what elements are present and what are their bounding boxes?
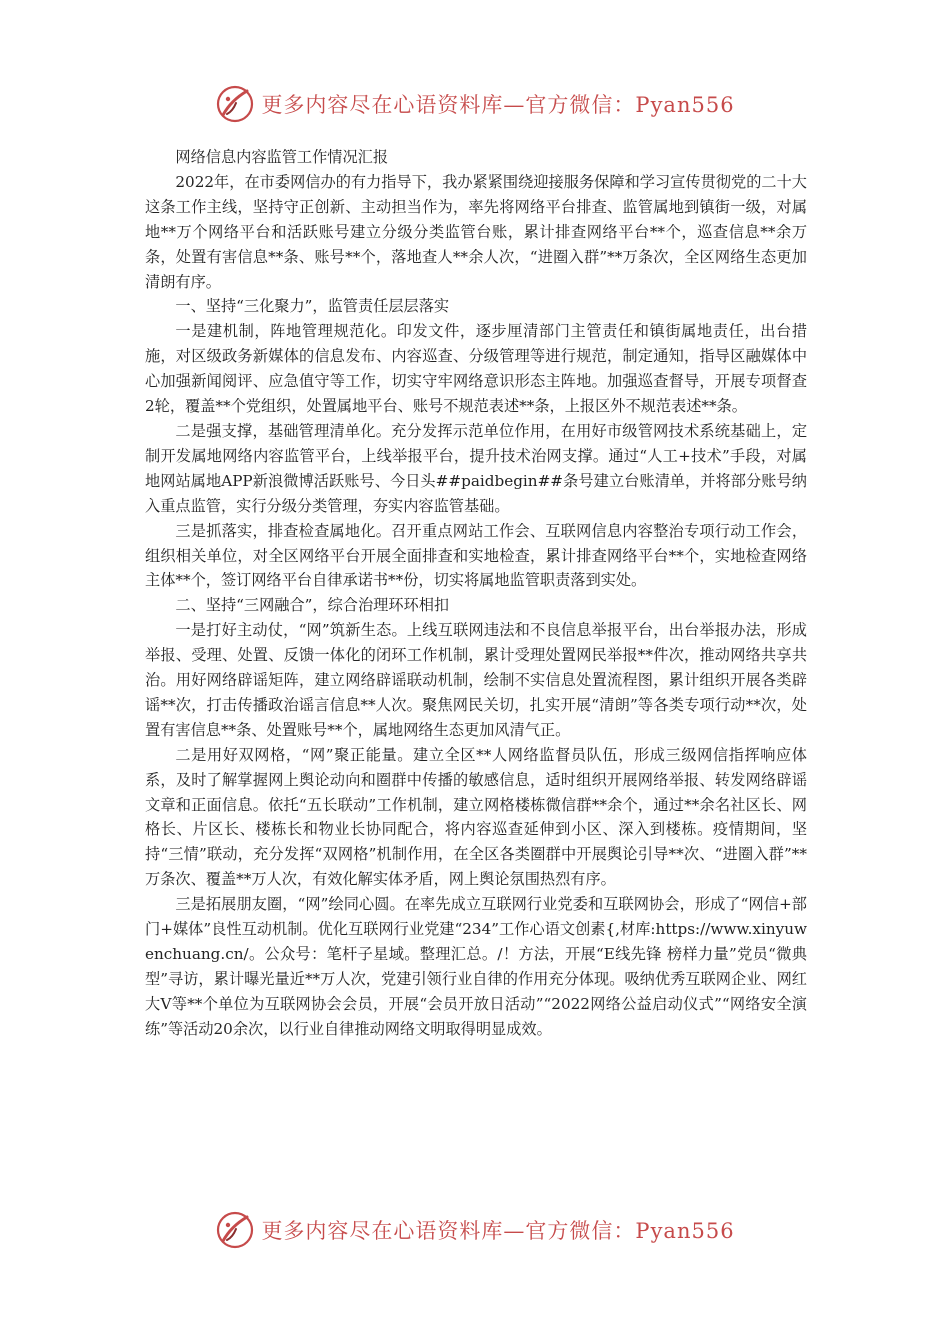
intro-paragraph: 2022年，在市委网信办的有力指导下，我办紧紧围绕迎接服务保障和学习宣传贯彻党的二十大这条工作主线，坚持守正创新、主动担当作为，率先将网络平台排查、监管属地到镇街一级，对属地**万个网络平台和活跃账号建立分级分类监管台账，累计排查网络平台**个，巡查信息**余万条，处置有害信息**条、账号**个，落地查人**余人次，“进圈入群”**万条次，全区网络生态更加清朗有序。 bbox=[145, 172, 807, 291]
banner-text: 更多内容尽在心语资料库—官方微信：Pyan556 bbox=[261, 93, 735, 117]
paragraph-dual-grid: 二是用好双网格，“网”聚正能量。建立全区**人网络监督员队伍，形成三级网信指挥响应体系，及时了解掌握网上舆论动向和圈群中传播的敏感信息，适时组织开展网络举报、转发网络辟谣文章和正面信息。依托“五长联动”工作机制，建立网格楼栋微信群**余个，通过**余名社区长、网格长、片区长、楼栋长和物业长协同配合，将内容巡查延伸到小区、深入到楼栋。疫情期间，坚持“三情”联动，充分发挥“双网格”机制作用，在全区各类圈群中开展舆论引导**次、“进圈入群”**万条次、覆盖**万人次，有效化解实体矛盾，网上舆论氛围热烈有序。 bbox=[145, 745, 807, 889]
brush-logo-icon bbox=[215, 1210, 255, 1250]
section-heading-1: 一、坚持“三化聚力”，监管责任层层落实 bbox=[175, 297, 450, 316]
paragraph-support: 二是强支撑，基础管理清单化。充分发挥示范单位作用，在用好市级管网技术系统基础上，定制开发属地网络内容监管平台，上线举报平台，提升技术治网支撑。通过“人工+技术”手段，对属地网站属地APP新浪微博活跃账号、今日头##paidbegin##条号建立台账清单，并将部分账号纳入重点监管，实行分级分类管理，夯实内容监管基础。 bbox=[145, 421, 807, 515]
document-title: 网络信息内容监管工作情况汇报 bbox=[175, 148, 389, 166]
brush-logo-icon bbox=[215, 84, 255, 124]
banner-text: 更多内容尽在心语资料库—官方微信：Pyan556 bbox=[261, 1219, 735, 1243]
paragraph-initiative: 一是打好主动仗，“网”筑新生态。上线互联网违法和不良信息举报平台，出台举报办法，形成举报、受理、处置、反馈一体化的闭环工作机制，累计受理处置网民举报**件次，推动网络共享共治。用好网络辟谣矩阵，建立网络辟谣联动机制，绘制不实信息处置流程图，累计组织开展各类辟谣**次，打击传播政治谣言信息**人次。聚焦网民关切，扎实开展“清朗”等各类专项行动**次，处置有害信息**条、处置账号**个，属地网络生态更加风清气正。 bbox=[145, 621, 807, 739]
document-body bbox=[145, 145, 807, 1042]
header-watermark-banner bbox=[0, 82, 950, 126]
paragraph-implementation: 三是抓落实，排查检查属地化。召开重点网站工作会、互联网信息内容整治专项行动工作会，组织相关单位，对全区网络平台开展全面排查和实地检查，累计排查网络平台**个，实地检查网络主体**个，签订网络平台自律承诺书**份，切实将属地监管职责落到实处。 bbox=[145, 521, 807, 590]
footer-watermark-banner bbox=[0, 1208, 950, 1252]
section-heading-2: 二、坚持“三网融合”，综合治理环环相扣 bbox=[175, 596, 450, 615]
paragraph-friend-circle: 三是拓展朋友圈，“网”绘同心圆。在率先成立互联网行业党委和互联网协会，形成了“网信+部门+媒体”良性互动机制。优化互联网行业党建“234”工作心语文创素{,材库:https://www.xinyuwenchuang.cn/。公众号：笔杆子星域。整理汇总。/！方法，开展“E线先锋 榜样力量”党员“微典型”寻访，累计曝光量近**万人次，党建引领行业自律的作用充分体现。吸纳优秀互联网企业、网红大V等**个单位为互联网协会会员，开展“会员开放日活动”“2022网络公益启动仪式”“网络安全演练”等活动20余次，以行业自律推动网络文明取得明显成效。 bbox=[145, 895, 807, 1038]
paragraph-mechanism: 一是建机制，阵地管理规范化。印发文件，逐步厘清部门主管责任和镇街属地责任，出台措施，对区级政务新媒体的信息发布、内容巡查、分级管理等进行规范，制定通知，指导区融媒体中心加强新闻阅评、应急值守等工作，切实守牢网络意识形态主阵地。加强巡查督导，开展专项督查2轮，覆盖**个党组织，处置属地平台、账号不规范表述**条，上报区外不规范表述**条。 bbox=[145, 322, 807, 416]
